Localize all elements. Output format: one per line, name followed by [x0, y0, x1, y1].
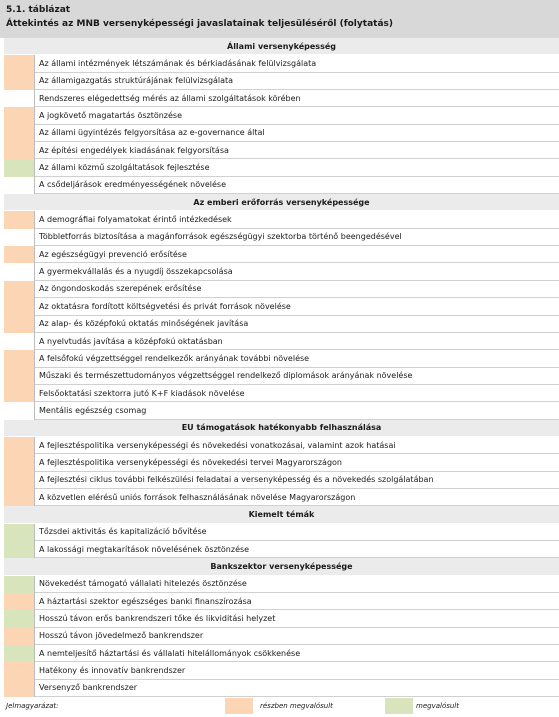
recommendation-text: A fejlesztési ciklus további felkészülési feladatai a versenyképesség és a növekedés szolgálatában	[35, 472, 559, 489]
status-cell	[4, 107, 35, 124]
section-header	[4, 558, 559, 575]
table-row	[4, 402, 559, 419]
status-cell	[4, 263, 35, 280]
recommendation-text: Az oktatásra fordított költségvetési és privát források növelése	[35, 298, 559, 315]
table-row	[4, 680, 559, 697]
recommendation-text: A jogkövető magatartás ösztönzése	[35, 107, 559, 124]
recommendation-text: A demográfiai folyamatokat érintő intézkedések	[35, 211, 559, 228]
recommendation-text: Az egészségügyi prevenció erősítése	[35, 246, 559, 263]
table-row	[4, 541, 559, 558]
status-cell	[4, 628, 35, 645]
recommendation-text: Többletforrás biztosítása a magánforrások egészségügyi szektorba történő beengedésével	[35, 229, 559, 246]
status-cell	[4, 645, 35, 662]
recommendation-text: Rendszeres elégedettség mérés az állami szolgáltatások körében	[35, 90, 559, 107]
table-row	[4, 368, 559, 385]
status-cell	[4, 541, 35, 558]
table-row	[4, 55, 559, 72]
table-number: 5.1. táblázat	[6, 5, 71, 15]
table-row	[4, 281, 559, 298]
table-row	[4, 90, 559, 107]
recommendation-text: Hatékony és innovatív bankrendszer	[35, 662, 559, 679]
table-row	[4, 73, 559, 90]
recommendation-text: Növekedést támogató vállalati hitelezés ösztönzése	[35, 576, 559, 593]
status-cell	[4, 177, 35, 194]
section-title: Az emberi erőforrás versenyképessége	[193, 197, 370, 207]
recommendation-text: A csődeljárások eredményességének növelése	[35, 177, 559, 194]
recommendation-text: Az állami intézmények létszámának és bérkiadásának felülvizsgálata	[35, 55, 559, 72]
table-row	[4, 576, 559, 593]
status-cell	[4, 489, 35, 506]
table-row	[4, 610, 559, 627]
table-row	[4, 489, 559, 506]
table-header	[0, 0, 559, 38]
table-row	[4, 454, 559, 471]
recommendation-text: Az állami ügyintézés felgyorsítása az e-governance által	[35, 125, 559, 142]
status-cell	[4, 142, 35, 159]
status-cell	[4, 593, 35, 610]
recommendation-text: A nyelvtudás javítása a középfokú oktatásban	[35, 333, 559, 350]
status-cell	[4, 55, 35, 72]
table-row	[4, 125, 559, 142]
table-row	[4, 263, 559, 280]
recommendation-text: Hosszú távon erős bankrendszeri tőke és likviditási helyzet	[35, 610, 559, 627]
legend-swatch-done	[385, 698, 413, 714]
status-cell	[4, 298, 35, 315]
table-row	[4, 211, 559, 228]
legend-done-text: megvalósult	[416, 702, 460, 710]
recommendation-text: A gyermekvállalás és a nyugdíj összekapcsolása	[35, 263, 559, 280]
section-title: Bankszektor versenyképessége	[210, 561, 353, 571]
status-cell	[4, 125, 35, 142]
table-row	[4, 229, 559, 246]
table-row	[4, 107, 559, 124]
recommendation-text: A közvetlen elérésű uniós források felhasználásának növelése Magyarországon	[35, 489, 559, 506]
recommendation-text: A háztartási szektor egészséges banki finanszírozása	[35, 593, 559, 610]
table-row	[4, 316, 559, 333]
section-title: Állami versenyképesség	[227, 41, 336, 51]
legend-partial-text: részben megvalósult	[260, 702, 333, 710]
recommendation-text: Az államigazgatás struktúrájának felülvizsgálata	[35, 73, 559, 90]
table-row	[4, 524, 559, 541]
recommendations-table	[4, 38, 559, 697]
legend-swatch-partial	[225, 698, 253, 714]
recommendation-text: Az építési engedélyek kiadásának felgyorsítása	[35, 142, 559, 159]
status-cell	[4, 437, 35, 454]
status-cell	[4, 281, 35, 298]
status-cell	[4, 610, 35, 627]
status-cell	[4, 524, 35, 541]
section-header	[4, 420, 559, 437]
section-title: EU támogatások hatékonyabb felhasználása	[181, 423, 382, 433]
table-row	[4, 142, 559, 159]
table-row	[4, 593, 559, 610]
table-row	[4, 350, 559, 367]
recommendation-text: Hosszú távon jövedelmező bankrendszer	[35, 628, 559, 645]
status-cell	[4, 246, 35, 263]
section-header	[4, 194, 559, 211]
status-cell	[4, 662, 35, 679]
legend-label: Jelmagyarázat:	[6, 702, 59, 710]
status-cell	[4, 90, 35, 107]
recommendation-text: Az alap- és középfokú oktatás minőségének javítása	[35, 316, 559, 333]
recommendation-text: Műszaki és természettudományos végzettséggel rendelkező diplomások arányának növelése	[35, 368, 559, 385]
status-cell	[4, 368, 35, 385]
table-row	[4, 437, 559, 454]
table-title: Áttekintés az MNB versenyképességi javaslatainak teljesüléséről (folytatás)	[6, 19, 393, 29]
recommendation-text: Az öngondoskodás szerepének erősítése	[35, 281, 559, 298]
recommendation-text: Tőzsdei aktivitás és kapitalizáció bővítése	[35, 524, 559, 541]
status-cell	[4, 454, 35, 471]
recommendation-text: Felsőoktatási szektorra jutó K+F kiadások növelése	[35, 385, 559, 402]
table-row	[4, 472, 559, 489]
recommendation-text: A felsőfokú végzettséggel rendelkezők arányának további növelése	[35, 350, 559, 367]
table-row	[4, 645, 559, 662]
recommendation-text: Mentális egészség csomag	[35, 402, 559, 419]
table-row	[4, 662, 559, 679]
section-header	[4, 506, 559, 523]
status-cell	[4, 385, 35, 402]
table-row	[4, 333, 559, 350]
section-title: Kiemelt témák	[248, 509, 315, 519]
table-row	[4, 298, 559, 315]
recommendation-text: A nemteljesítő háztartási és vállalati hitelállományok csökkenése	[35, 645, 559, 662]
table-row	[4, 246, 559, 263]
status-cell	[4, 73, 35, 90]
table-row	[4, 159, 559, 176]
recommendation-text: Versenyző bankrendszer	[35, 680, 559, 697]
recommendation-text: A fejlesztéspolitika versenyképességi és növekedési vonatkozásai, valamint azok hatásai	[35, 437, 559, 454]
status-cell	[4, 333, 35, 350]
status-cell	[4, 159, 35, 176]
table-row	[4, 177, 559, 194]
status-cell	[4, 402, 35, 419]
status-cell	[4, 680, 35, 697]
status-cell	[4, 350, 35, 367]
recommendation-text: A fejlesztéspolitika versenyképességi és növekedési tervei Magyarországon	[35, 454, 559, 471]
status-cell	[4, 211, 35, 228]
status-cell	[4, 576, 35, 593]
status-cell	[4, 472, 35, 489]
table-row	[4, 385, 559, 402]
status-cell	[4, 316, 35, 333]
table-row	[4, 628, 559, 645]
recommendation-text: Az állami közmű szolgáltatások fejlesztése	[35, 159, 559, 176]
legend	[0, 698, 559, 717]
recommendation-text: A lakossági megtakarítások növelésének ösztönzése	[35, 541, 559, 558]
status-cell	[4, 229, 35, 246]
section-header	[4, 38, 559, 55]
